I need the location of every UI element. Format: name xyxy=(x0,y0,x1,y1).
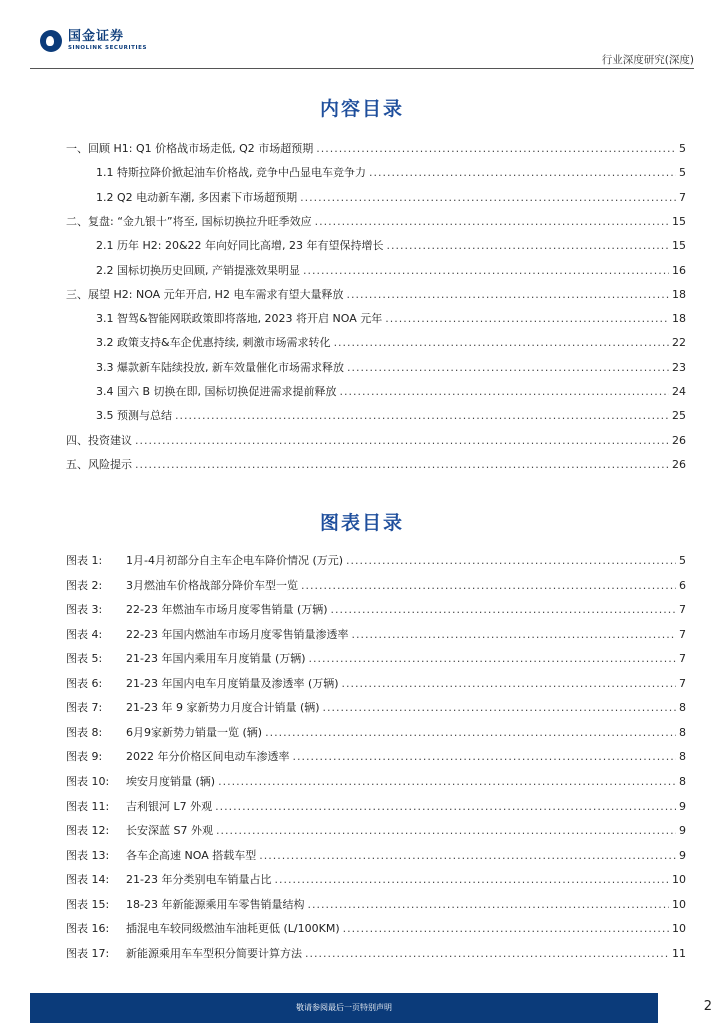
figure-page: 8 xyxy=(679,774,686,788)
figures-title: 图表目录 xyxy=(319,512,404,534)
figure-entry[interactable] xyxy=(66,723,686,741)
leader-dots xyxy=(346,288,669,301)
report-type: 行业深度研究(深度) xyxy=(601,54,694,66)
leader-dots xyxy=(385,312,669,325)
figure-label: 图表 15: xyxy=(66,898,110,911)
toc-entry-page: 16 xyxy=(672,263,686,277)
toc-entry-title: 3.5 预测与总结 xyxy=(96,409,172,422)
figure-page: 10 xyxy=(672,897,686,911)
toc-entry[interactable] xyxy=(96,261,686,279)
leader-dots xyxy=(293,750,677,763)
figure-label: 图表 4: xyxy=(66,628,103,641)
figure-title: 21-23 年 9 家新势力月度合计销量 (辆) xyxy=(126,701,320,714)
toc-entry-page: 24 xyxy=(672,384,686,398)
leader-dots xyxy=(135,434,669,447)
figure-entry[interactable] xyxy=(66,674,686,692)
toc-entry[interactable] xyxy=(96,163,686,181)
leader-dots xyxy=(334,336,669,349)
toc-entry-page: 15 xyxy=(672,214,686,228)
toc-entry-title: 3.3 爆款新车陆续投放, 新车效量催化市场需求释放 xyxy=(96,361,344,374)
toc-entry-title: 1.1 特斯拉降价掀起油车价格战, 竞争中凸显电车竞争力 xyxy=(96,166,366,179)
leader-dots xyxy=(316,142,676,155)
toc-entry-page: 25 xyxy=(672,408,686,422)
toc-entry-page: 26 xyxy=(672,457,686,471)
toc-entry[interactable] xyxy=(66,139,686,157)
toc-entry-title: 五、风险提示 xyxy=(66,458,132,471)
figure-entry[interactable] xyxy=(66,625,686,643)
leader-dots xyxy=(347,361,669,374)
figure-title: 2022 年分价格区间电动车渗透率 xyxy=(126,750,290,763)
figure-page: 7 xyxy=(679,627,686,641)
figure-title: 插混电车较同级燃油车油耗更低 (L/100KM) xyxy=(126,922,340,935)
figure-page: 7 xyxy=(679,602,686,616)
figure-title: 22-23 年国内燃油车市场月度零售销量渗透率 xyxy=(126,628,349,641)
leader-dots xyxy=(135,458,669,471)
figure-label: 图表 12: xyxy=(66,824,110,837)
figure-entry[interactable] xyxy=(66,846,686,864)
figure-entry[interactable] xyxy=(66,772,686,790)
leader-dots xyxy=(315,215,669,228)
toc-entry[interactable] xyxy=(96,406,686,424)
figure-entry[interactable] xyxy=(66,870,686,888)
toc-entry-title: 3.1 智驾&智能网联政策即将落地, 2023 将开启 NOA 元年 xyxy=(96,312,383,325)
figure-page: 9 xyxy=(679,848,686,862)
toc-entry[interactable] xyxy=(96,382,686,400)
toc-entry[interactable] xyxy=(66,455,686,473)
figure-label: 图表 6: xyxy=(66,677,103,690)
figure-label: 图表 1: xyxy=(66,554,103,567)
figure-label: 图表 13: xyxy=(66,849,110,862)
leader-dots xyxy=(303,264,669,277)
toc-entry[interactable] xyxy=(96,358,686,376)
leader-dots xyxy=(369,166,676,179)
toc-entry-page: 7 xyxy=(679,190,686,204)
leader-dots xyxy=(340,385,669,398)
figure-entry[interactable] xyxy=(66,944,686,962)
toc-entry[interactable] xyxy=(96,236,686,254)
leader-dots xyxy=(300,191,676,204)
toc-entry-page: 18 xyxy=(672,287,686,301)
figure-label: 图表 5: xyxy=(66,652,103,665)
figure-title: 18-23 年新能源乘用车零售销量结构 xyxy=(126,898,305,911)
figure-entry[interactable] xyxy=(66,600,686,618)
toc-entry[interactable] xyxy=(66,285,686,303)
leader-dots xyxy=(301,579,676,592)
figure-entry[interactable] xyxy=(66,821,686,839)
figure-title: 吉利银河 L7 外观 xyxy=(126,800,213,813)
leader-dots xyxy=(218,775,676,788)
toc-entry-title: 2.1 历年 H2: 20&22 年向好同比高增, 23 年有望保持增长 xyxy=(96,239,384,252)
toc-entry-title: 3.4 国六 B 切换在即, 国标切换促进需求提前释放 xyxy=(96,385,337,398)
leader-dots xyxy=(309,652,676,665)
figure-label: 图表 2: xyxy=(66,579,103,592)
figure-entry[interactable] xyxy=(66,576,686,594)
toc-entry-title: 一、回顾 H1: Q1 价格战市场走低, Q2 市场超预期 xyxy=(66,142,314,155)
toc-entry-page: 5 xyxy=(679,141,686,155)
toc-entry[interactable] xyxy=(66,212,686,230)
toc-entry-title: 2.2 国标切换历史回顾, 产销提涨效果明显 xyxy=(96,264,300,277)
footer-disclaimer: 敬请参阅最后一页特别声明 xyxy=(296,1003,392,1012)
page-number: 2 xyxy=(703,999,712,1014)
leader-dots xyxy=(323,701,676,714)
figure-entry[interactable] xyxy=(66,919,686,937)
figure-page: 9 xyxy=(679,823,686,837)
figure-title: 长安深蓝 S7 外观 xyxy=(126,824,213,837)
figure-page: 9 xyxy=(679,799,686,813)
figure-entry[interactable] xyxy=(66,551,686,569)
leader-dots xyxy=(331,603,676,616)
toc-entry-page: 26 xyxy=(672,433,686,447)
toc-entry[interactable] xyxy=(96,309,686,327)
figure-page: 6 xyxy=(679,578,686,592)
figure-title: 22-23 年燃油车市场月度零售销量 (万辆) xyxy=(126,603,328,616)
toc-entry-page: 22 xyxy=(672,335,686,349)
toc-entry[interactable] xyxy=(96,333,686,351)
figure-title: 各车企高速 NOA 搭载车型 xyxy=(126,849,257,862)
leader-dots xyxy=(343,922,669,935)
toc-entry-title: 四、投资建议 xyxy=(66,434,132,447)
figure-entry[interactable] xyxy=(66,747,686,765)
figure-label: 图表 14: xyxy=(66,873,110,886)
toc-entry[interactable] xyxy=(66,431,686,449)
figure-page: 5 xyxy=(679,553,686,567)
figure-title: 3月燃油车价格战部分降价车型一览 xyxy=(126,579,298,592)
figure-title: 21-23 年国内电车月度销量及渗透率 (万辆) xyxy=(126,677,339,690)
leader-dots xyxy=(346,554,676,567)
figure-label: 图表 3: xyxy=(66,603,103,616)
figure-label: 图表 8: xyxy=(66,726,103,739)
leader-dots xyxy=(307,898,669,911)
toc-entry-page: 18 xyxy=(672,311,686,325)
logo-cn: 国金证券 xyxy=(68,29,125,44)
leader-dots xyxy=(351,628,676,641)
figure-label: 图表 7: xyxy=(66,701,103,714)
figure-page: 8 xyxy=(679,700,686,714)
toc-entry-title: 二、复盘: “金九银十”将至, 国标切换拉升旺季效应 xyxy=(66,215,312,228)
leader-dots xyxy=(175,409,669,422)
figure-label: 图表 16: xyxy=(66,922,110,935)
figure-title: 6月9家新势力销量一览 (辆) xyxy=(126,726,263,739)
figure-title: 21-23 年分类别电车销量占比 xyxy=(126,873,272,886)
leader-dots xyxy=(305,947,669,960)
leader-dots xyxy=(259,849,676,862)
leader-dots xyxy=(274,873,669,886)
page-header xyxy=(0,0,724,70)
toc-entry-page: 23 xyxy=(672,360,686,374)
figure-page: 8 xyxy=(679,725,686,739)
leader-dots xyxy=(387,239,669,252)
leader-dots xyxy=(342,677,676,690)
toc-entry[interactable] xyxy=(96,188,686,206)
figure-page: 10 xyxy=(672,921,686,935)
toc-entry-page: 15 xyxy=(672,238,686,252)
logo-icon xyxy=(40,30,62,52)
figure-label: 图表 9: xyxy=(66,750,103,763)
toc-entry-page: 5 xyxy=(679,165,686,179)
logo-en: SINOLINK SECURITIES xyxy=(68,45,148,51)
toc-entry-title: 3.2 政策支持&车企优惠持续, 刺激市场需求转化 xyxy=(96,336,331,349)
company-logo xyxy=(40,30,147,52)
figure-page: 7 xyxy=(679,651,686,665)
figure-label: 图表 11: xyxy=(66,800,110,813)
toc-entry-title: 1.2 Q2 电动新车潮, 多因素下市场超预期 xyxy=(96,191,298,204)
header-divider xyxy=(30,68,694,69)
toc-title: 内容目录 xyxy=(319,98,404,120)
figure-title: 21-23 年国内乘用车月度销量 (万辆) xyxy=(126,652,306,665)
figure-entry[interactable] xyxy=(66,797,686,815)
figure-label: 图表 17: xyxy=(66,947,110,960)
toc-entry-title: 三、展望 H2: NOA 元年开启, H2 电车需求有望大量释放 xyxy=(66,288,344,301)
figure-page: 7 xyxy=(679,676,686,690)
figure-page: 10 xyxy=(672,872,686,886)
figure-label: 图表 10: xyxy=(66,775,110,788)
figure-page: 8 xyxy=(679,749,686,763)
figure-entry[interactable] xyxy=(66,895,686,913)
figure-title: 埃安月度销量 (辆) xyxy=(126,775,216,788)
figure-entry[interactable] xyxy=(66,649,686,667)
leader-dots xyxy=(215,800,676,813)
figure-entry[interactable] xyxy=(66,698,686,716)
leader-dots xyxy=(265,726,676,739)
leader-dots xyxy=(216,824,676,837)
figure-title: 1月-4月初部分自主车企电车降价情况 (万元) xyxy=(126,554,344,567)
figure-page: 11 xyxy=(672,946,686,960)
figure-title: 新能源乘用车车型积分简要计算方法 xyxy=(126,947,302,960)
